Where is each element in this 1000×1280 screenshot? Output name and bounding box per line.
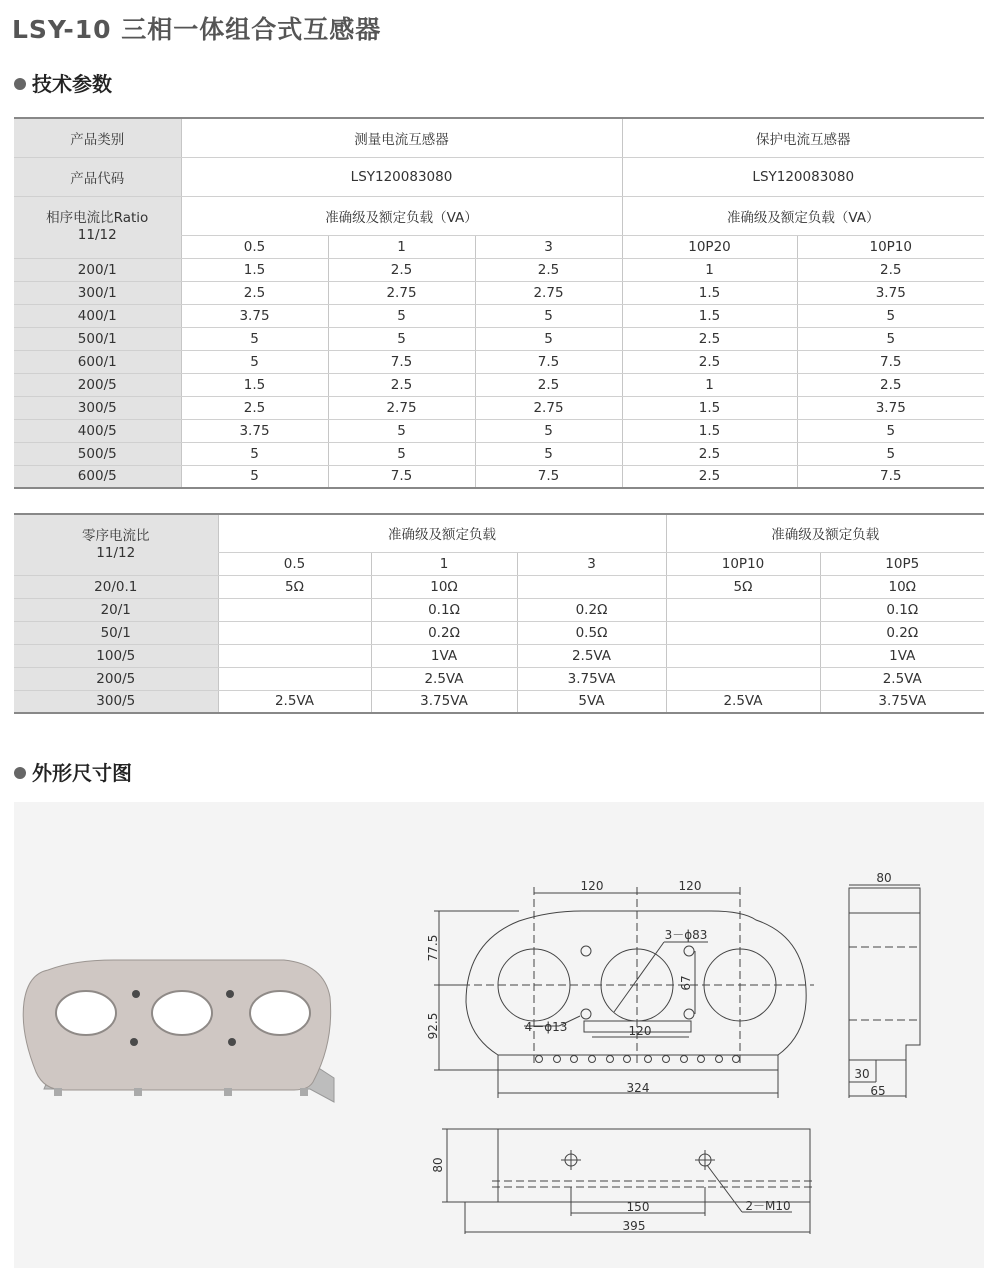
value-cell: 2.75	[475, 396, 622, 419]
value-cell: 1.5	[622, 396, 797, 419]
value-cell: 2.5	[797, 258, 984, 281]
value-cell: 2.5VA	[371, 667, 517, 690]
value-cell: 3.75	[181, 419, 328, 442]
code-protect: LSY120083080	[622, 157, 984, 196]
section-tech-heading	[14, 68, 112, 97]
value-cell: 2.5	[622, 465, 797, 488]
table-row	[14, 258, 984, 281]
zero-ratio-line1: 零序电流比	[82, 527, 150, 544]
product-photo	[23, 960, 334, 1102]
value-cell: 5Ω	[666, 575, 820, 598]
value-cell: 3.75	[797, 281, 984, 304]
value-cell	[218, 598, 371, 621]
value-cell: 1.5	[181, 258, 328, 281]
value-cell: 3.75	[797, 396, 984, 419]
bottom-80: 80	[431, 1157, 445, 1173]
value-cell: 7.5	[797, 465, 984, 488]
value-cell: 7.5	[797, 350, 984, 373]
value-cell: 2.5	[622, 350, 797, 373]
value-cell: 5	[181, 442, 328, 465]
ratio-cell: 200/5	[14, 667, 218, 690]
value-cell	[218, 644, 371, 667]
ratio-cell: 200/5	[14, 373, 181, 396]
zero-load-measure: 准确级及额定负载	[218, 514, 666, 552]
label-category: 产品类别	[14, 118, 181, 157]
table-row	[14, 304, 984, 327]
ratio-label-line1: 相序电流比Ratio	[46, 210, 149, 226]
side-65: 65	[870, 1084, 886, 1098]
value-cell: 5	[475, 419, 622, 442]
section-dims-heading	[14, 757, 132, 786]
page-title: LSY-10 三相一体组合式互感器	[12, 15, 382, 44]
dim-120-right: 120	[678, 879, 702, 893]
value-cell: 5VA	[517, 690, 666, 713]
dim-77-5: 77.5	[426, 934, 440, 962]
ratio-cell: 600/5	[14, 465, 181, 488]
value-cell: 5	[797, 304, 984, 327]
value-cell: 0.2Ω	[371, 621, 517, 644]
value-cell: 1.5	[622, 419, 797, 442]
value-cell: 3.75VA	[517, 667, 666, 690]
value-cell: 5	[328, 419, 475, 442]
bullet-icon	[14, 78, 26, 90]
value-cell: 2.5	[328, 258, 475, 281]
value-cell: 3.75VA	[371, 690, 517, 713]
value-cell	[666, 621, 820, 644]
value-cell: 2.5VA	[820, 667, 984, 690]
value-cell: 1VA	[371, 644, 517, 667]
section-dims-label: 外形尺寸图	[32, 761, 132, 785]
value-cell: 7.5	[328, 350, 475, 373]
table-row	[14, 598, 984, 621]
value-cell: 10Ω	[371, 575, 517, 598]
label-code: 产品代码	[14, 157, 181, 196]
value-cell: 7.5	[328, 465, 475, 488]
value-cell: 5	[181, 465, 328, 488]
table-row	[14, 621, 984, 644]
class-header: 0.5	[218, 552, 371, 575]
side-30: 30	[854, 1067, 870, 1081]
value-cell: 1	[622, 373, 797, 396]
load-protect-header: 准确级及额定负载（VA）	[622, 196, 984, 235]
value-cell: 0.2Ω	[820, 621, 984, 644]
value-cell: 5	[328, 304, 475, 327]
bullet-icon	[14, 767, 26, 779]
table-row	[14, 327, 984, 350]
value-cell: 1VA	[820, 644, 984, 667]
table-row	[14, 690, 984, 713]
ratio-cell: 300/1	[14, 281, 181, 304]
dim-3phi83: 3－ϕ83	[664, 928, 708, 942]
value-cell: 2.5	[328, 373, 475, 396]
value-cell: 2.5VA	[666, 690, 820, 713]
class-header: 3	[517, 552, 666, 575]
class-header: 1	[328, 235, 475, 258]
value-cell	[517, 575, 666, 598]
dimension-figure	[14, 802, 984, 1268]
value-cell: 2.5	[622, 442, 797, 465]
value-cell: 3.75VA	[820, 690, 984, 713]
table-row	[14, 281, 984, 304]
value-cell: 5	[475, 304, 622, 327]
value-cell: 7.5	[475, 350, 622, 373]
value-cell: 2.75	[475, 281, 622, 304]
value-cell: 5	[797, 442, 984, 465]
value-cell: 5	[797, 327, 984, 350]
value-cell: 0.2Ω	[517, 598, 666, 621]
ratio-cell: 100/5	[14, 644, 218, 667]
bottom-395: 395	[622, 1219, 646, 1233]
table-row	[14, 465, 984, 488]
value-cell: 5	[328, 327, 475, 350]
value-cell: 1.5	[622, 281, 797, 304]
value-cell: 2.5	[181, 396, 328, 419]
label-zero-ratio	[14, 514, 218, 575]
ratio-cell: 50/1	[14, 621, 218, 644]
ratio-cell: 400/5	[14, 419, 181, 442]
code-measure: LSY120083080	[181, 157, 622, 196]
ratio-cell: 200/1	[14, 258, 181, 281]
value-cell: 5	[475, 327, 622, 350]
ratio-cell: 400/1	[14, 304, 181, 327]
value-cell: 5	[328, 442, 475, 465]
value-cell: 5	[181, 327, 328, 350]
category-measure: 测量电流互感器	[181, 118, 622, 157]
value-cell: 0.1Ω	[820, 598, 984, 621]
dim-92-5: 92.5	[426, 1012, 440, 1040]
value-cell: 2.5	[181, 281, 328, 304]
side-80: 80	[876, 871, 892, 885]
ratio-cell: 300/5	[14, 396, 181, 419]
value-cell: 2.5VA	[517, 644, 666, 667]
zero-load-protect: 准确级及额定负载	[666, 514, 984, 552]
ratio-cell: 300/5	[14, 690, 218, 713]
ratio-cell: 20/1	[14, 598, 218, 621]
value-cell: 2.5	[475, 258, 622, 281]
table-row	[14, 644, 984, 667]
load-measure-header: 准确级及额定负载（VA）	[181, 196, 622, 235]
class-header: 1	[371, 552, 517, 575]
dim-4phi13: 4－ϕ13	[524, 1020, 568, 1034]
category-protect: 保护电流互感器	[622, 118, 984, 157]
table-row	[14, 350, 984, 373]
dim-324: 324	[626, 1081, 650, 1095]
spec-table-zero-sequence	[14, 513, 984, 714]
table-row	[14, 575, 984, 598]
value-cell	[666, 644, 820, 667]
value-cell: 5	[475, 442, 622, 465]
value-cell: 2.5VA	[218, 690, 371, 713]
section-tech-label: 技术参数	[32, 72, 112, 96]
dim-67: 67	[679, 975, 693, 991]
table-row	[14, 373, 984, 396]
value-cell: 2.75	[328, 281, 475, 304]
bottom-2m10: 2－M10	[745, 1199, 791, 1213]
class-header: 10P10	[797, 235, 984, 258]
table-row	[14, 396, 984, 419]
class-header: 10P5	[820, 552, 984, 575]
ratio-label-line2: 11/12	[77, 227, 117, 243]
value-cell: 3.75	[181, 304, 328, 327]
class-header: 10P20	[622, 235, 797, 258]
value-cell	[666, 598, 820, 621]
value-cell: 2.5	[475, 373, 622, 396]
figure-svg	[14, 802, 984, 1268]
value-cell: 0.5Ω	[517, 621, 666, 644]
value-cell: 1.5	[622, 304, 797, 327]
value-cell: 2.5	[797, 373, 984, 396]
class-header: 0.5	[181, 235, 328, 258]
bottom-150: 150	[626, 1200, 650, 1214]
value-cell: 5	[797, 419, 984, 442]
value-cell: 5Ω	[218, 575, 371, 598]
value-cell: 2.5	[622, 327, 797, 350]
dim-120-left: 120	[580, 879, 604, 893]
class-header: 10P10	[666, 552, 820, 575]
table-row	[14, 442, 984, 465]
ratio-cell: 600/1	[14, 350, 181, 373]
table-row	[14, 667, 984, 690]
spec-table-phase	[14, 117, 984, 489]
value-cell: 1	[622, 258, 797, 281]
ratio-cell: 500/5	[14, 442, 181, 465]
value-cell	[218, 621, 371, 644]
label-ratio	[14, 196, 181, 258]
dim-120-inner: 120	[628, 1024, 652, 1038]
value-cell: 0.1Ω	[371, 598, 517, 621]
class-header: 3	[475, 235, 622, 258]
value-cell: 1.5	[181, 373, 328, 396]
zero-ratio-line2: 11/12	[96, 544, 136, 561]
ratio-cell: 500/1	[14, 327, 181, 350]
table-row	[14, 419, 984, 442]
value-cell: 7.5	[475, 465, 622, 488]
value-cell: 5	[181, 350, 328, 373]
value-cell: 10Ω	[820, 575, 984, 598]
ratio-cell: 20/0.1	[14, 575, 218, 598]
value-cell	[666, 667, 820, 690]
value-cell: 2.75	[328, 396, 475, 419]
value-cell	[218, 667, 371, 690]
front-view-drawing	[434, 887, 814, 1098]
